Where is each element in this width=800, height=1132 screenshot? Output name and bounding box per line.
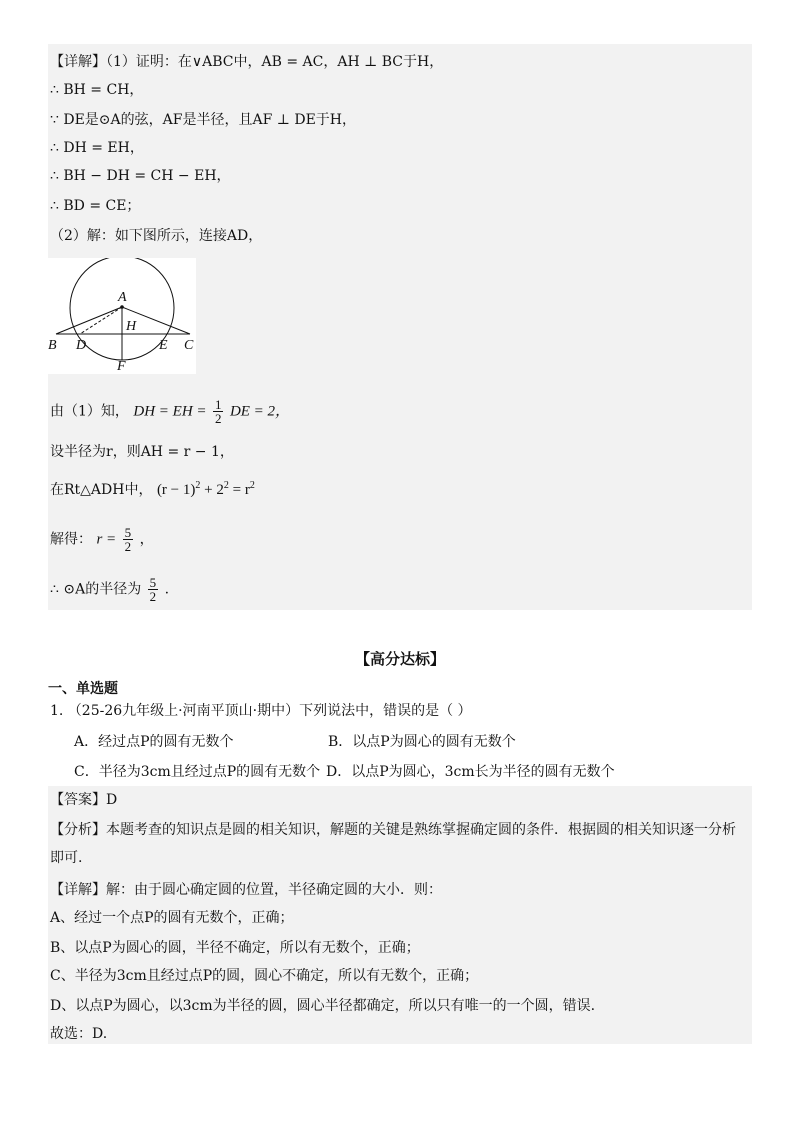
label-a: A [118, 290, 127, 305]
label-h: H [126, 319, 137, 334]
question-stem: 1. （25-26九年级上·河南平顶山·期中）下列说法中，错误的是（ ） [50, 703, 472, 719]
fraction: $\frac{5}{2}$ [149, 575, 157, 604]
solution-line: 【详解】（1）证明：在∨ABC中，AB = AC，AH ⊥ BC于H， [50, 54, 444, 70]
section-heading: 一、单选题 [48, 681, 118, 697]
solution-line [50, 576, 169, 603]
point-a [120, 305, 124, 309]
circle-diagram [48, 258, 196, 374]
detail-line: A、经过一个点P的圆有无数个，正确； [50, 910, 294, 926]
solution-line: ∵ DE是⊙A的弦，AF是半径，且AF ⊥ DE于H， [50, 112, 357, 128]
answer-line: 【答案】D [50, 792, 118, 808]
text: 由（1）知， [50, 403, 129, 420]
text: . [164, 581, 170, 598]
detail-line: D、以点P为圆心，以3cm为半径的圆，圆心半径都确定，所以只有唯一的一个圆，错误. [50, 998, 596, 1014]
solution-line: （2）解：如下图所示，连接AD， [50, 228, 263, 244]
label-e: E [159, 338, 168, 353]
math: DH = EH = [133, 403, 207, 420]
option-c: C．半径为3cm且经过点P的圆有无数个 [74, 764, 321, 780]
label-c: C [184, 338, 194, 353]
detail-line: 【详解】解：由于圆心确定圆的位置，半径确定圆的大小．则： [50, 882, 442, 898]
label-b: B [48, 338, 57, 353]
analysis-line: 【分析】本题考查的知识点是圆的相关知识，解题的关键是熟练掌握确定圆的条件．根据圆的相关知识逐一分析 [50, 822, 736, 838]
solution-line: ∴ BH = CH， [50, 82, 144, 98]
fraction: $\frac{1}{2}$ [214, 397, 222, 426]
segment-ab [56, 307, 122, 334]
fraction: $\frac{5}{2}$ [124, 525, 132, 554]
solution-line [50, 476, 255, 500]
segment-ad [80, 307, 122, 334]
text: 解得： [50, 531, 92, 548]
label-d: D [76, 338, 87, 353]
geometry-figure [48, 258, 196, 374]
detail-line: C、半径为3cm且经过点P的圆，圆心不确定，所以有无数个，正确； [50, 968, 479, 984]
solution-line: 设半径为r，则AH = r − 1， [50, 444, 234, 460]
math: $(r - 1)^2 + 2^2 = r^2$ [156, 480, 255, 498]
analysis-line: 即可. [50, 850, 83, 866]
option-d: D．以点P为圆心，3cm长为半径的圆有无数个 [326, 764, 615, 780]
math: r = [96, 531, 117, 548]
detail-line: B、以点P为圆心的圆，半径不确定，所以有无数个，正确； [50, 940, 420, 956]
label-f: F [117, 359, 126, 374]
math: DE = 2， [229, 403, 291, 420]
detail-line: 故选：D. [50, 1026, 108, 1042]
section-title: 【高分达标】 [354, 650, 445, 668]
solution-line: ∴ BH − DH = CH − EH， [50, 168, 231, 184]
text: ， [139, 531, 154, 548]
solution-line: ∴ BD = CE； [50, 198, 141, 214]
text: 在Rt△ADH中， [50, 482, 153, 498]
option-b: B．以点P为圆心的圆有无数个 [328, 734, 516, 750]
solution-line [50, 398, 290, 425]
text: ∴ ⊙A的半径为 [50, 581, 142, 598]
solution-line [50, 526, 154, 553]
option-a: A．经过点P的圆有无数个 [74, 734, 234, 750]
solution-line: ∴ DH = EH， [50, 140, 144, 156]
